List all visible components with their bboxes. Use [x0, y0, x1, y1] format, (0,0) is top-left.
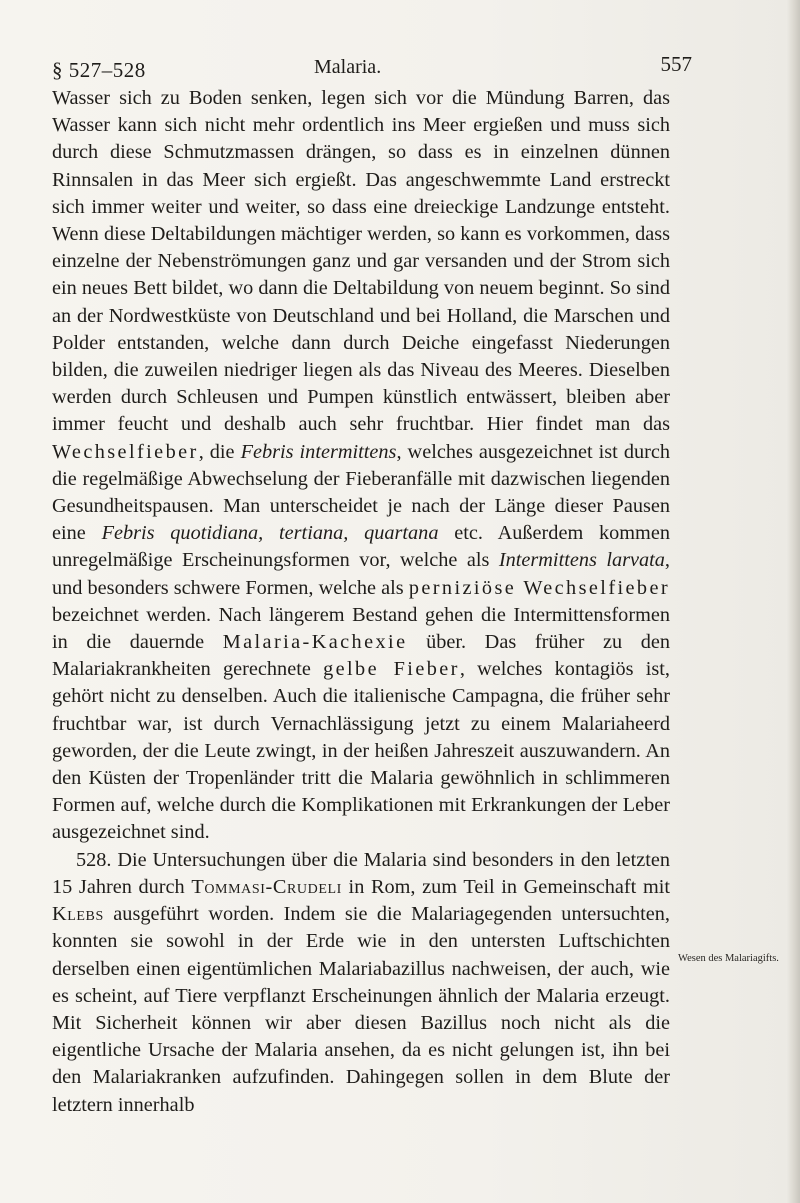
text-run: in Rom, zum Teil in Gemeinschaft mit — [341, 875, 670, 898]
page-number: 557 — [660, 52, 692, 76]
section-reference: § 527–528 — [52, 58, 146, 82]
text-run: ausgeführt worden. Indem sie die Malariagegenden untersuchten, konnten sie sowohl in der Erde wie in den untersten Luftschichten derselben einen eigentümlichen Malariabazillus nachweisen, der auch, wie es scheint, auf Tiere verpflanzt Erscheinungen ähnlich der Malaria erzeugt. Mit Sicherheit können wir aber diesen Bazillus noch nicht als die eigentliche Ursache der Malaria ansehen, da es nicht gelungen ist, ihn bei den Malariakranken aufzufinden. Dahingegen sollen in dem Blute der letztern innerhalb — [52, 903, 670, 1116]
spaced-term: perniziöse Wechselfieber — [408, 576, 671, 599]
running-title: Malaria. — [314, 56, 382, 78]
spaced-term: Wechselfieber — [52, 440, 199, 463]
margin-note: Wesen des Malariagifts. — [678, 953, 779, 964]
author-name: Klebs — [52, 903, 104, 926]
spaced-term: Malaria-Kachexie — [222, 631, 408, 654]
paragraph-527-continuation — [52, 85, 670, 847]
author-name: Tommasi-Crudeli — [191, 875, 342, 898]
spaced-term: gelbe Fieber — [323, 658, 460, 681]
paragraph-528 — [52, 847, 670, 1119]
text-run: , die — [198, 440, 241, 463]
text-run: , welches kontagiös ist, gehört nicht zu denselben. Auch die italienische Campagna, die früher sehr fruchtbar war, ist durch Vernachlässigung jetzt zu einem Malariaheerd geworden, der die Leute zwingt, in der heißen Jahreszeit auszuwandern. An den Küsten der Tropenländer tritt die Malaria gewöhnlich in schlimmeren Formen auf, welche durch die Komplikationen mit Erkrankungen der Leber ausgezeichnet sind. — [52, 658, 670, 844]
text-run: Wasser sich zu Boden senken, legen sich vor die Mündung Barren, das Wasser kann sich nicht mehr ordentlich ins Meer ergießen und muss sich durch diese Schmutzmassen drängen, so dass es in einzelnen dünnen Rinnsalen in das Meer sich ergießt. Das angeschwemmte Land erstreckt sich immer weiter und weiter, so dass eine dreieckige Landzunge entsteht. Wenn diese Deltabildungen mächtiger werden, so kann es vorkommen, dass einzelne der Nebenströmungen ganz und gar versanden und der Strom sich ein neues Bett bildet, wo dann die Deltabildung von neuem beginnt. So sind an der Nordwestküste von Deutschland und bei Holland, die Marschen und Polder entstanden, welche dann durch Deiche eingefasst Niederungen bilden, die zuweilen niedriger liegen als das Niveau des Meeres. Dieselben werden durch Schleusen und Pumpen künstlich entwässert, bleiben aber immer feucht und deshalb auch sehr fruchtbar. Hier findet man das — [52, 87, 670, 436]
body-text — [52, 85, 670, 1119]
text-run: bezeichnet werden. Nach längerem Bestand gehen die Intermittensformen in die dauernde — [52, 603, 670, 654]
text-run: , welches ausgezeichnet ist durch die regelmäßige Abwechselung der Fieberanfälle mit dazwischen liegenden Gesundheitspausen. Man unterscheidet je nach der Länge dieser Pausen eine — [52, 440, 670, 545]
text-run: etc. Außerdem kommen unregelmäßige Erscheinungsformen vor, welche als — [52, 522, 670, 572]
text-run: , und besonders schwere Formen, welche als — [52, 549, 670, 599]
italic-term: Intermittens larvata — [498, 549, 665, 572]
text-run: 528. Die Untersuchungen über die Malaria sind besonders in den letzten 15 Jahren durch — [52, 848, 670, 898]
italic-term: Febris quotidiana, tertiana, quartana — [101, 522, 439, 545]
page-edge — [786, 0, 800, 1203]
text-run: über. Das früher zu den Malariakrankheiten gerechnete — [52, 631, 670, 681]
running-header — [52, 52, 692, 82]
italic-term: Febris intermittens — [240, 440, 397, 463]
